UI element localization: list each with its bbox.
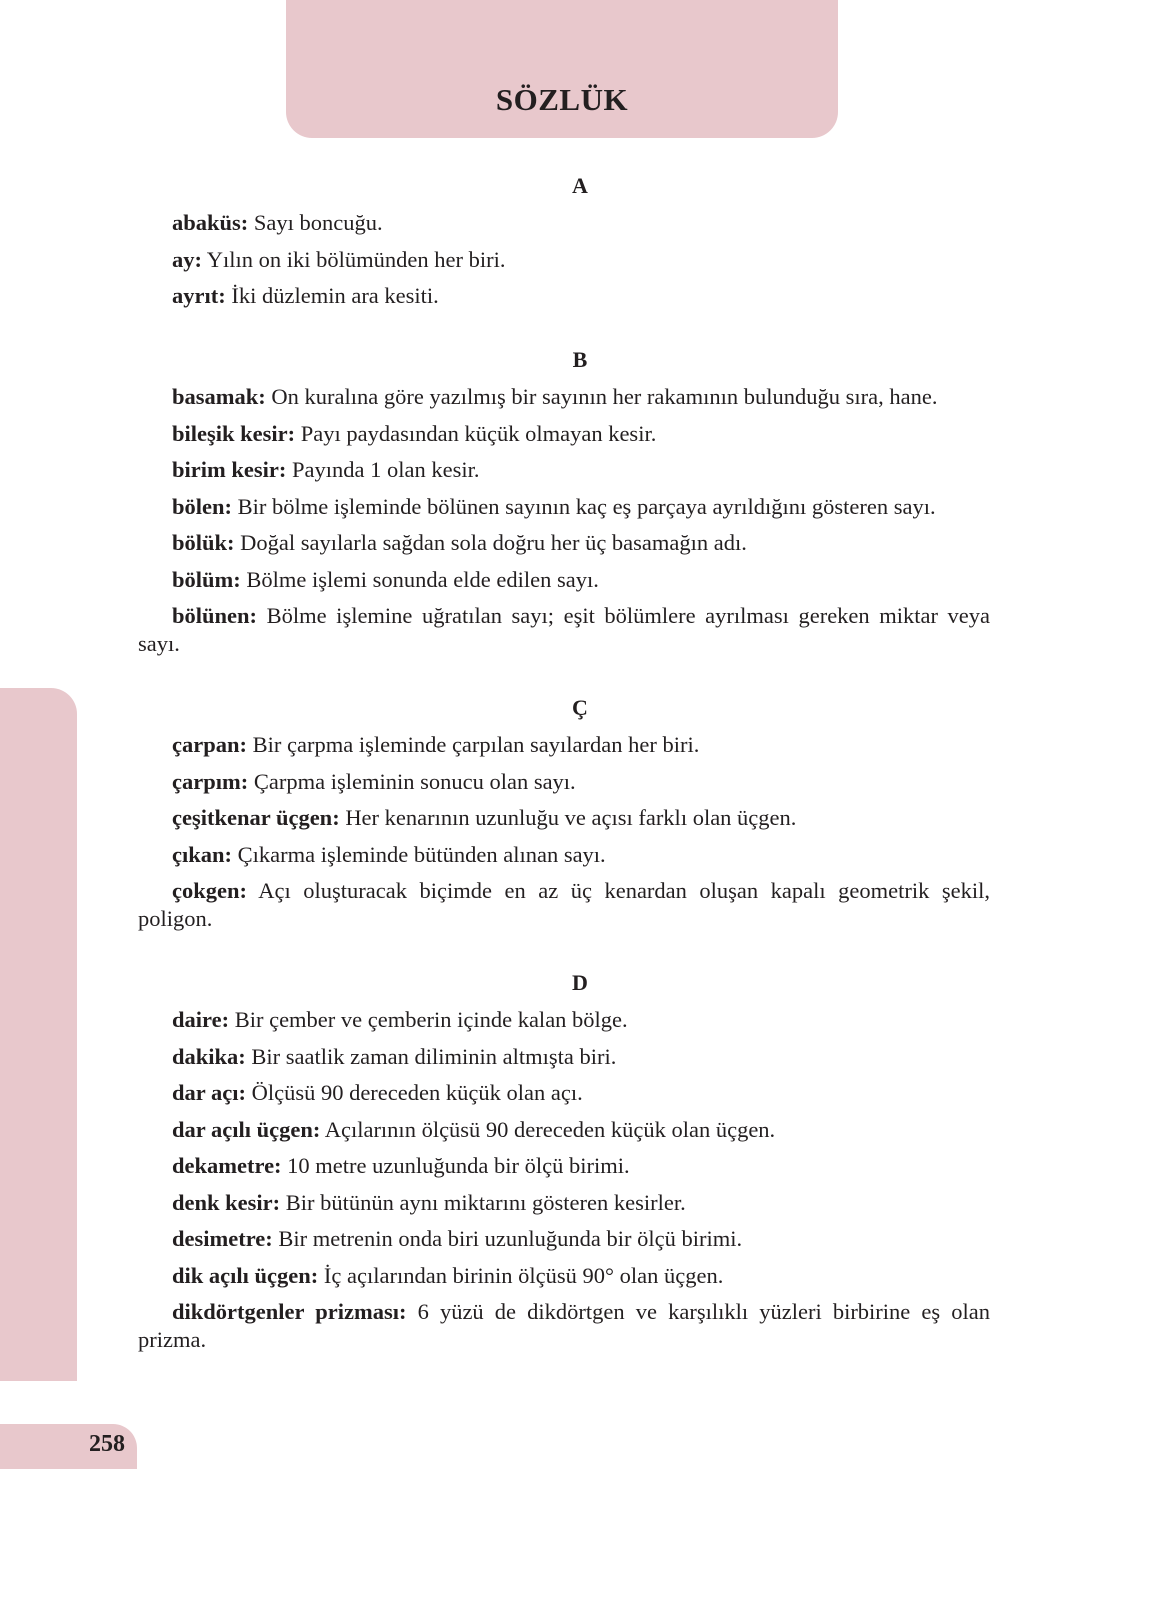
entry-definition: Bir saatlik zaman diliminin altmışta biri. xyxy=(251,1043,617,1069)
page-title: SÖZLÜK xyxy=(495,82,629,117)
entry-term: abaküs: xyxy=(172,210,249,235)
entry-definition: Çıkarma işleminde bütünden alınan sayı. xyxy=(237,841,606,867)
entry-term: çeşitkenar üçgen: xyxy=(172,805,340,830)
entry-term: ayrıt: xyxy=(172,283,226,308)
glossary-entry xyxy=(138,456,990,484)
entry-term: ay: xyxy=(172,246,202,272)
entry-term: dakika: xyxy=(172,1043,246,1069)
entry-term: desimetre: xyxy=(172,1226,273,1251)
glossary-entry xyxy=(138,493,990,521)
entry-definition: Bölme işlemine uğratılan sayı; eşit bölümlere ayrılması gereken miktar veya sayı. xyxy=(138,603,991,656)
entry-term: daire: xyxy=(172,1007,230,1032)
entry-definition: Bir bölme işleminde bölünen sayının kaç eş parçaya ayrıldığını gösteren sayı. xyxy=(237,493,936,519)
entry-term: bölünen: xyxy=(172,603,258,628)
glossary-section xyxy=(138,346,990,658)
glossary-entry xyxy=(138,1043,990,1071)
entry-term: bölüm: xyxy=(172,566,241,592)
title-banner xyxy=(286,0,838,138)
entry-term: dik açılı üçgen: xyxy=(172,1262,319,1288)
entry-definition: Açı oluşturacak biçimde en az üç kenardan oluşan kapalı geometrik şekil, poligon. xyxy=(138,878,990,931)
glossary-entry xyxy=(138,602,990,658)
glossary-entry xyxy=(138,1152,990,1180)
glossary-entry xyxy=(138,1225,990,1253)
glossary-entry xyxy=(138,1116,990,1144)
entry-term: denk kesir: xyxy=(172,1189,281,1215)
page-number: 258 xyxy=(89,1431,125,1457)
glossary-entry xyxy=(138,841,990,869)
entry-term: birim kesir: xyxy=(172,457,287,482)
entry-definition: Bir metrenin onda biri uzunluğunda bir ölçü birimi. xyxy=(278,1226,743,1251)
glossary-entry xyxy=(138,282,990,310)
glossary-entry xyxy=(138,877,990,933)
entry-definition: Bir çarpma işleminde çarpılan sayılardan her biri. xyxy=(252,732,700,757)
entry-term: çarpım: xyxy=(172,768,249,794)
entry-definition: 10 metre uzunluğunda bir ölçü birimi. xyxy=(287,1153,630,1178)
entry-definition: Bir çember ve çemberin içinde kalan bölge. xyxy=(234,1007,628,1032)
section-letter-heading: Ç xyxy=(572,695,588,720)
glossary-entry xyxy=(138,566,990,594)
glossary-section xyxy=(138,969,990,1354)
entry-term: çıkan: xyxy=(172,841,233,867)
glossary-entry xyxy=(138,731,990,759)
entry-term: basamak: xyxy=(172,384,266,409)
entry-definition: Her kenarının uzunluğu ve açısı farklı olan üçgen. xyxy=(345,805,797,830)
entry-definition: Çarpma işleminin sonucu olan sayı. xyxy=(253,768,576,794)
glossary-entry xyxy=(138,1079,990,1107)
glossary-entry xyxy=(138,209,990,237)
glossary-entry xyxy=(138,529,990,557)
glossary-entry xyxy=(138,768,990,796)
glossary-entry xyxy=(138,246,990,274)
side-tab-decoration xyxy=(0,688,77,1381)
glossary-section xyxy=(138,172,990,310)
entry-term: çarpan: xyxy=(172,732,247,757)
entry-definition: Açılarının ölçüsü 90 dereceden küçük olan üçgen. xyxy=(324,1116,776,1142)
glossary-content xyxy=(138,172,990,1390)
entry-definition: 6 yüzü de dikdörtgen ve karşılıklı yüzleri birbirine eş olan prizma. xyxy=(138,1299,991,1352)
entry-definition: On kuralına göre yazılmış bir sayının her rakamının bulunduğu sıra, hane. xyxy=(271,384,938,409)
glossary-entry xyxy=(138,420,990,448)
entry-definition: Payında 1 olan kesir. xyxy=(291,457,480,482)
glossary-section xyxy=(138,694,990,933)
entry-definition: Ölçüsü 90 dereceden küçük olan açı. xyxy=(251,1080,583,1105)
glossary-entry xyxy=(138,804,990,832)
entry-term: bölen: xyxy=(172,493,233,519)
entry-definition: Payı paydasından küçük olmayan kesir. xyxy=(300,420,657,446)
entry-definition: Bir bütünün aynı miktarını gösteren kesirler. xyxy=(285,1189,686,1215)
glossary-entry xyxy=(138,1262,990,1290)
entry-term: bölük: xyxy=(172,530,235,555)
entry-definition: Yılın on iki bölümünden her biri. xyxy=(206,246,506,272)
section-letter-heading: A xyxy=(572,173,588,198)
entry-term: dikdörtgenler prizması: xyxy=(172,1299,407,1324)
glossary-entry xyxy=(138,383,990,411)
entry-definition: İç açılarından birinin ölçüsü 90° olan üçgen. xyxy=(323,1262,724,1288)
entry-term: bileşik kesir: xyxy=(172,420,296,446)
entry-term: dar açı: xyxy=(172,1080,246,1105)
glossary-entry xyxy=(138,1189,990,1217)
entry-definition: Sayı boncuğu. xyxy=(253,210,383,235)
entry-definition: Doğal sayılarla sağdan sola doğru her üç basamağın adı. xyxy=(240,530,747,555)
section-letter-heading: B xyxy=(572,347,588,372)
page-number-box xyxy=(0,1424,137,1469)
section-letter-heading: D xyxy=(572,970,588,995)
glossary-entry xyxy=(138,1298,990,1354)
glossary-entry xyxy=(138,1006,990,1034)
entry-term: çokgen: xyxy=(172,878,247,903)
entry-term: dar açılı üçgen: xyxy=(172,1116,321,1142)
entry-term: dekametre: xyxy=(172,1153,282,1178)
entry-definition: Bölme işlemi sonunda elde edilen sayı. xyxy=(246,566,599,592)
entry-definition: İki düzlemin ara kesiti. xyxy=(231,283,439,308)
